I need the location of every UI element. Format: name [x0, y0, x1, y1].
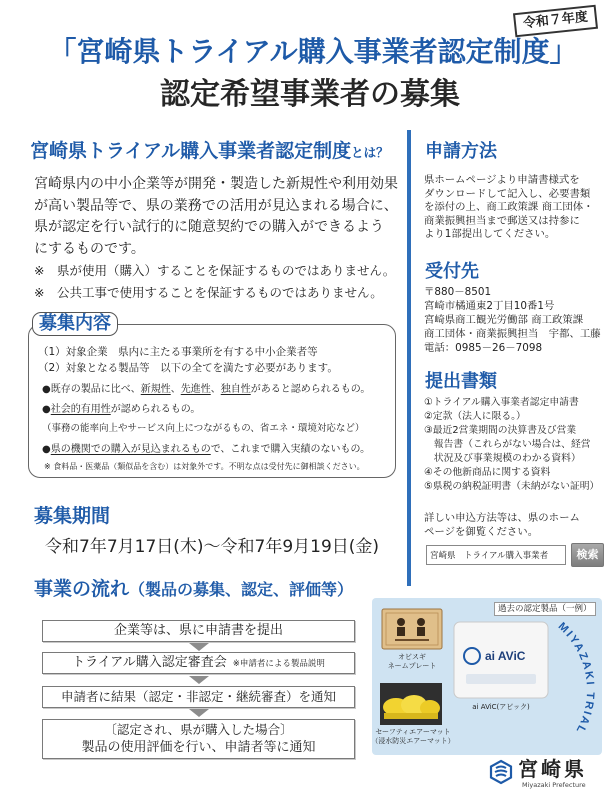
about-note: ※ 県が使用（購入）することを保証するものではありません。: [34, 263, 396, 278]
flow-step-2-label: トライアル購入認定審査会: [72, 655, 227, 670]
documents-list: [424, 396, 599, 494]
criteria-text: があると認められるもの。: [250, 384, 371, 395]
flow-heading-suffix: （製品の募集、認定、評価等）: [129, 580, 354, 599]
flow-step-3: 申請者に結果（認定・非認定・継続審査）を通知: [42, 686, 355, 708]
reception-address: [424, 285, 601, 355]
prefecture-emblem-icon: [488, 759, 514, 785]
gallery-label: 過去の認定製品（一例）: [494, 602, 596, 616]
criteria-keyword: 新規性: [140, 384, 171, 395]
document-item-continued: 状況及び事業規模のわかる資料）: [433, 453, 581, 464]
reception-street: 宮崎市橘通東2丁目10番1号: [424, 300, 555, 312]
prefecture-name: 宮崎県: [518, 757, 587, 781]
product-3-caption-line: （浸水防災エアーマット）: [371, 737, 455, 745]
criteria-text: で、これまで購入実績のないもの。: [210, 444, 371, 455]
product-1-caption-line: オビスギ: [398, 653, 426, 661]
flow-step-2-note: ※申請者による製品説明: [232, 659, 325, 669]
criteria-keyword: 先進性: [180, 384, 211, 395]
about-text-line: 県が認定を行い試行的に随意契約での購入ができるよう: [34, 219, 384, 235]
title-line-1: 「宮崎県トライアル購入事業者認定制度」: [48, 35, 578, 68]
column-divider: [407, 130, 411, 586]
criteria-usefulness-note: （事務の能率向上やサービス向上につながるもの、省エネ・環境対応など）: [42, 423, 365, 434]
details-text: [424, 511, 580, 539]
about-heading-suffix: とは？: [351, 145, 389, 160]
reception-postal-code: 〒880－8501: [424, 286, 492, 298]
criteria-text: ●: [42, 404, 51, 415]
about-heading-main: 宮崎県トライアル購入事業者認定制度: [30, 140, 352, 162]
documents-heading: 提出書類: [425, 371, 497, 392]
criteria-novelty: [42, 380, 370, 395]
trial-logo-text: MIYAZAKI TRIAL: [555, 620, 597, 737]
criteria-text: ●: [42, 444, 51, 455]
criteria-keyword: 独自性: [220, 384, 251, 395]
about-description: [34, 174, 398, 303]
criteria-text: 、: [170, 384, 181, 395]
criteria-procurement: [42, 440, 370, 455]
period-heading: 募集期間: [34, 505, 111, 527]
trial-logo-arc: [372, 598, 602, 755]
flow-step-4-condition: 〔認定され、県が購入した場合〕: [104, 722, 293, 737]
document-item: ③最近2営業期間の決算書及び営業: [424, 425, 577, 436]
svg-text:MIYAZAKI TRIAL: [556, 620, 596, 736]
apply-text-line: 商業振興担当まで郵送又は持参に: [424, 214, 580, 227]
apply-text-line: ダウンロードして記入し、必要書類: [424, 187, 591, 200]
device-logo: ai AViC: [485, 649, 526, 663]
criteria-keyword: 社会的有用性: [50, 404, 111, 415]
product-2-caption: ai AViC(アビック): [472, 703, 530, 711]
apply-text: [424, 174, 594, 242]
target-product: （2）対象となる製品等 以下の全てを満たす必要があります。: [38, 362, 338, 374]
about-text-line: が高い製品等で、県の業務での活用が見込まれる場合に、: [34, 197, 398, 214]
reception-contact-persons: 商工団体・商業振興担当 宇都、工藤: [424, 328, 601, 340]
document-item: ⑤県税の納税証明書（未納がない証明）: [424, 481, 600, 492]
criteria-usefulness: [42, 400, 200, 415]
flow-heading: [34, 579, 353, 600]
search-button[interactable]: 検索: [571, 543, 604, 567]
recruit-heading: 募集内容: [32, 312, 118, 336]
document-item-continued: 報告書（これらがない場合は、経営: [433, 439, 591, 450]
fiscal-year-badge: 令和７年度: [513, 5, 598, 38]
apply-heading: 申請方法: [425, 141, 497, 162]
search-input[interactable]: [426, 545, 566, 565]
flow-step-4-label: 製品の使用評価を行い、申請者等に通知: [81, 740, 316, 755]
reception-phone: 電話：0985－26－7098: [424, 342, 543, 354]
reception-department: 宮崎県商工観光労働部 商工政策課: [424, 314, 584, 326]
target-company: （1）対象企業 県内に主たる事業所を有する中小企業者等: [38, 346, 318, 358]
apply-text-line: より1部提出してください。: [424, 228, 556, 241]
about-heading: [30, 141, 389, 162]
about-text-line: 宮崎県内の中小企業等が開発・製造した新規性や利用効果: [34, 176, 398, 192]
flow-arrow-down-icon: [189, 643, 209, 651]
criteria-keyword: 県の機関での購入が見込まれるもの: [50, 444, 211, 455]
product-1-caption-line: ネームプレート: [387, 662, 437, 670]
about-text-line: にするものです。: [34, 240, 145, 257]
flow-step-2: [42, 652, 355, 674]
document-item: ①トライアル購入事業者認定申請書: [424, 397, 579, 408]
product-3-caption-line: セーフティエアーマット: [375, 728, 451, 736]
about-note: ※ 公共工事で使用することを保証するものではありません。: [34, 284, 383, 300]
flow-step-4: [42, 719, 355, 759]
flow-step-1: 企業等は、県に申請書を提出: [42, 620, 355, 642]
document-item: ②定款（法人に限る。）: [424, 411, 526, 422]
exclusion-note: ※ 食料品・医薬品（類似品を含む）は対象外です。不明な点は受付先に御相談ください。: [44, 462, 365, 471]
flow-arrow-down-icon: [189, 709, 209, 717]
reception-heading: 受付先: [425, 261, 479, 282]
criteria-text: ●既存の製品に比べ、: [42, 384, 141, 395]
criteria-text: 、: [210, 384, 221, 395]
flow-arrow-down-icon: [189, 676, 209, 684]
title-line-2: 認定希望事業者の募集: [160, 77, 460, 112]
flow-heading-main: 事業の流れ: [34, 578, 130, 600]
prefecture-name-english: Miyazaki Prefecture: [522, 781, 586, 789]
document-item: ④その他新商品に関する資料: [424, 467, 551, 478]
apply-text-line: 県ホームページより申請書様式を: [424, 174, 580, 186]
period-dates: 令和7年7月17日(木)～令和7年9月19日(金): [45, 537, 380, 557]
criteria-text: が認められるもの。: [110, 404, 201, 415]
details-text-line: 詳しい申込方法等は、県のホーム: [424, 512, 580, 524]
details-text-line: ページを御覧ください。: [424, 526, 539, 538]
apply-text-line: を添付の上、商工政策課 商工団体・: [424, 201, 594, 214]
